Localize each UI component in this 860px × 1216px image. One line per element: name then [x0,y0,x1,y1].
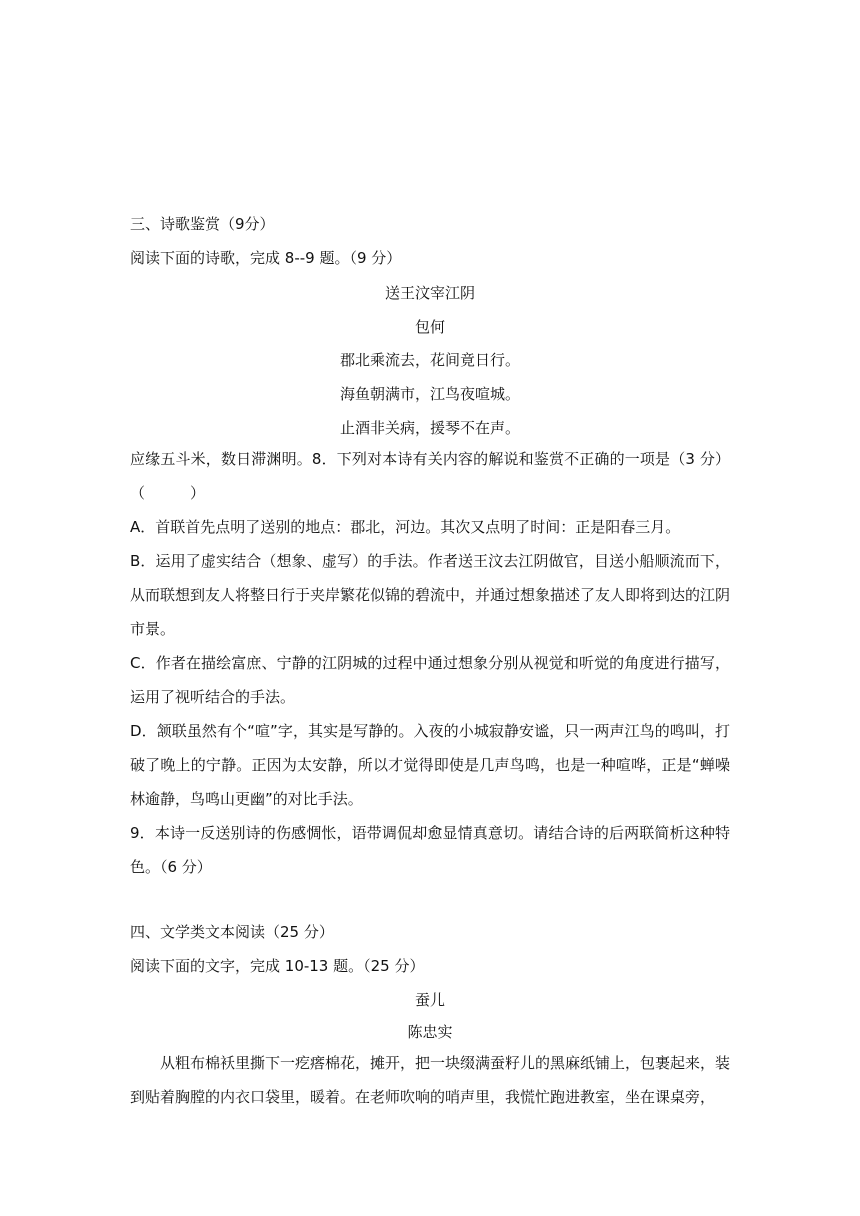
poem-author: 包何 [414,318,445,336]
poem-line-2: 海鱼朝满市，江鸟夜喧城。 [339,385,520,403]
poem-line-1: 郡北乘流去，花间竟日行。 [339,351,520,369]
story-paragraph: 从粗布棉袄里撕下一疙瘩棉花，摊开，把一块缀满蚕籽儿的黑麻纸铺上，包裹起来，装到贴着胸膛的内衣口袋里，暖着。在老师吹响的哨声里，我慌忙跑进教室，坐在课桌旁， [130,1054,731,1106]
section-4-instruction: 阅读下面的文字，完成 10-13 题。（25 分） [130,957,425,975]
question-8-option-b: B．运用了虚实结合（想象、虚写）的手法。作者送王汶去江阴做官，目送小船顺流而下，从而联想到友人将整日行于夹岸繁花似锦的碧流中，并通过想象描述了友人即将到达的江阴市景。 [130,552,731,638]
section-3-heading: 三、诗歌鉴赏（9分） [130,215,275,233]
poem-line-3: 止酒非关病，援琴不在声。 [339,419,520,437]
poem-title: 送王汶宰江阴 [384,284,475,302]
question-8-option-d: D．颔联虽然有个“喧”字，其实是写静的。入夜的小城寂静安谧，只一两声江鸟的鸣叫，打破了晚上的宁静。正因为太安静，所以才觉得即使是几声鸟鸣，也是一种喧哗，正是“蝉噪林逾静，鸟鸣山更幽”的对比手法。 [130,722,730,808]
question-8-option-c: C．作者在描绘富庶、宁静的江阴城的过程中通过想象分别从视觉和听觉的角度进行描写，运用了视听结合的手法。 [130,654,730,706]
story-author: 陈忠实 [407,1023,453,1041]
question-9: 9．本诗一反送别诗的伤感惆怅，语带调侃却愈显情真意切。请结合诗的后两联简析这种特色。（6 分） [130,824,730,876]
section-4-heading: 四、文学类文本阅读（25 分） [130,923,334,941]
story-title: 蚕儿 [414,991,445,1009]
question-8-stem: 应缘五斗米，数日滞渊明。8．下列对本诗有关内容的解说和鉴赏不正确的一项是（3 分）（ ） [130,450,730,502]
question-8-option-a: A．首联首先点明了送别的地点：郡北，河边。其次又点明了时间：正是阳春三月。 [130,518,681,536]
section-3-instruction: 阅读下面的诗歌，完成 8--9 题。（9 分） [130,249,402,267]
